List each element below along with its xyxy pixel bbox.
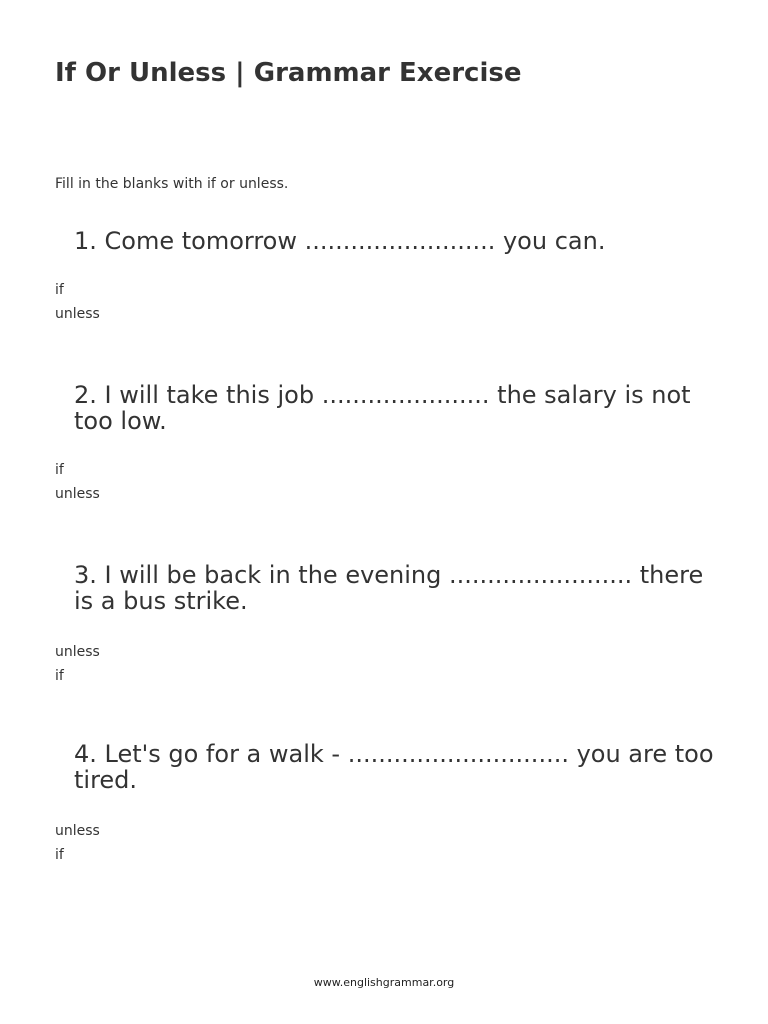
question-4 bbox=[55, 741, 715, 867]
page-title: If Or Unless | Grammar Exercise bbox=[55, 58, 522, 88]
question-text: 2. I will take this job ...................... the salary is not too low. bbox=[74, 381, 691, 435]
option-if[interactable]: if bbox=[55, 282, 64, 298]
question-2 bbox=[55, 382, 715, 506]
option-unless[interactable]: unless bbox=[55, 823, 100, 839]
question-text: 4. Let's go for a walk - ............................. you are too tired. bbox=[74, 740, 714, 794]
option-unless[interactable]: unless bbox=[55, 306, 100, 322]
answer-options bbox=[55, 640, 715, 688]
option-if[interactable]: if bbox=[55, 847, 64, 863]
answer-options bbox=[55, 278, 715, 326]
option-unless[interactable]: unless bbox=[55, 644, 100, 660]
instructions-text: Fill in the blanks with if or unless. bbox=[55, 176, 289, 192]
option-if[interactable]: if bbox=[55, 668, 64, 684]
question-text: 1. Come tomorrow ......................... you can. bbox=[74, 227, 606, 255]
question-3 bbox=[55, 562, 715, 688]
question-text: 3. I will be back in the evening ........................ there is a bus strike. bbox=[74, 561, 704, 615]
answer-options bbox=[55, 819, 715, 867]
footer-site-url: www.englishgrammar.org bbox=[313, 976, 455, 989]
answer-options bbox=[55, 458, 715, 506]
option-if[interactable]: if bbox=[55, 462, 64, 478]
question-1 bbox=[55, 228, 715, 326]
option-unless[interactable]: unless bbox=[55, 486, 100, 502]
